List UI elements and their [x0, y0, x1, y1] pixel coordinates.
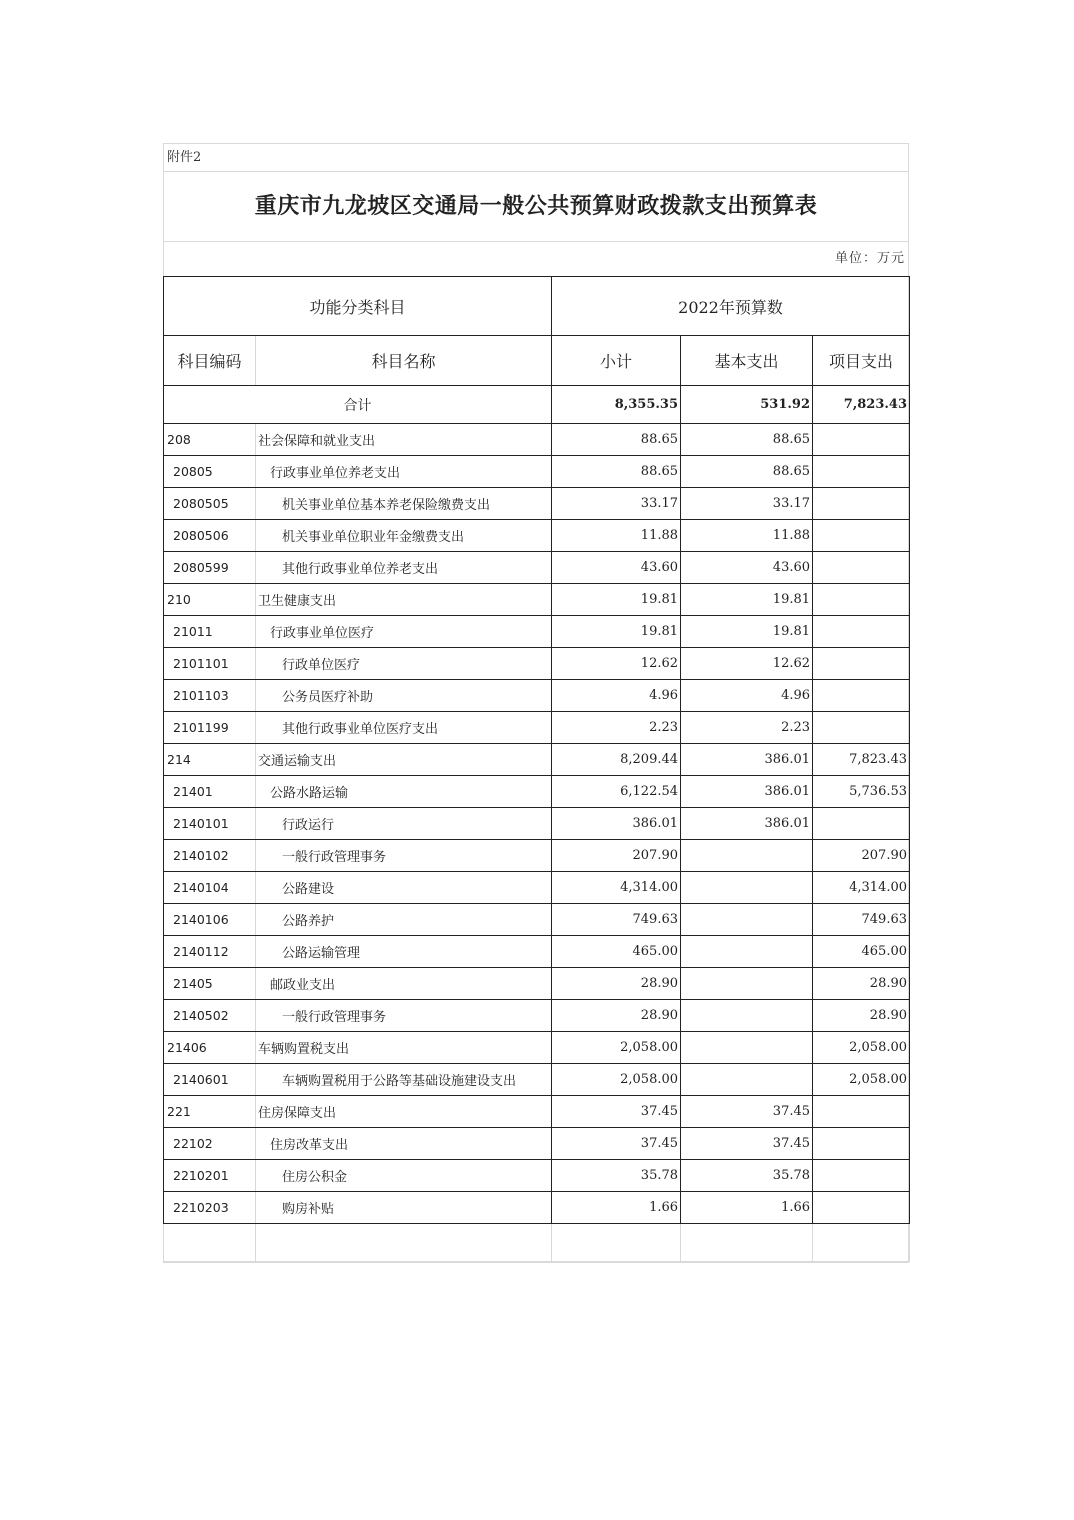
- budget-sheet: [163, 143, 909, 1263]
- row-code: 2140502: [164, 1000, 256, 1032]
- row-basic: 12.62: [681, 648, 813, 680]
- header-code: 科目编码: [164, 336, 256, 386]
- row-code: 2140112: [164, 936, 256, 968]
- row-name: 住房保障支出: [256, 1096, 552, 1128]
- row-project: 7,823.43: [813, 744, 910, 776]
- row-subtotal: 11.88: [552, 520, 681, 552]
- row-basic: 11.88: [681, 520, 813, 552]
- row-code: 2101103: [164, 680, 256, 712]
- row-subtotal: 19.81: [552, 616, 681, 648]
- row-name: 交通运输支出: [256, 744, 552, 776]
- row-name: 行政运行: [256, 808, 552, 840]
- row-project: [813, 584, 910, 616]
- table-row: [164, 616, 910, 648]
- total-row: [164, 386, 910, 424]
- row-subtotal: 43.60: [552, 552, 681, 584]
- table-row: [164, 936, 910, 968]
- row-code: 214: [164, 744, 256, 776]
- row-name: 车辆购置税用于公路等基础设施建设支出: [256, 1064, 552, 1096]
- row-project: [813, 520, 910, 552]
- row-basic: 35.78: [681, 1160, 813, 1192]
- row-code: 21406: [164, 1032, 256, 1064]
- total-basic: 531.92: [681, 386, 813, 424]
- unit-label: 单位：万元: [834, 251, 905, 266]
- row-basic: [681, 936, 813, 968]
- row-subtotal: 33.17: [552, 488, 681, 520]
- attachment-label: 附件2: [164, 144, 908, 172]
- row-code: 2140102: [164, 840, 256, 872]
- row-code: 21405: [164, 968, 256, 1000]
- row-project: 465.00: [813, 936, 910, 968]
- row-code: 2080506: [164, 520, 256, 552]
- row-basic: 37.45: [681, 1096, 813, 1128]
- row-basic: 386.01: [681, 808, 813, 840]
- row-code: 2210201: [164, 1160, 256, 1192]
- row-basic: [681, 904, 813, 936]
- row-code: 210: [164, 584, 256, 616]
- row-basic: 19.81: [681, 584, 813, 616]
- row-subtotal: 88.65: [552, 424, 681, 456]
- row-name: 其他行政事业单位养老支出: [256, 552, 552, 584]
- row-name: 公路建设: [256, 872, 552, 904]
- row-subtotal: 6,122.54: [552, 776, 681, 808]
- row-name: 社会保障和就业支出: [256, 424, 552, 456]
- row-project: [813, 1192, 910, 1224]
- row-project: [813, 456, 910, 488]
- header-budget-year: 2022年预算数: [552, 277, 910, 336]
- table-row: [164, 648, 910, 680]
- row-name: 行政事业单位养老支出: [256, 456, 552, 488]
- row-basic: 2.23: [681, 712, 813, 744]
- row-subtotal: 8,209.44: [552, 744, 681, 776]
- row-project: 207.90: [813, 840, 910, 872]
- table-row: [164, 680, 910, 712]
- table-row: [164, 424, 910, 456]
- table-row: [164, 744, 910, 776]
- row-subtotal: 28.90: [552, 968, 681, 1000]
- row-subtotal: 12.62: [552, 648, 681, 680]
- row-code: 2140104: [164, 872, 256, 904]
- blank-cell: [164, 1224, 256, 1262]
- row-code: 21011: [164, 616, 256, 648]
- row-name: 行政事业单位医疗: [256, 616, 552, 648]
- row-subtotal: 37.45: [552, 1128, 681, 1160]
- row-name: 公务员医疗补助: [256, 680, 552, 712]
- row-subtotal: 1.66: [552, 1192, 681, 1224]
- table-row: [164, 840, 910, 872]
- row-code: 20805: [164, 456, 256, 488]
- table-row: [164, 968, 910, 1000]
- table-row: [164, 1032, 910, 1064]
- row-name: 邮政业支出: [256, 968, 552, 1000]
- row-project: [813, 1160, 910, 1192]
- row-project: 2,058.00: [813, 1064, 910, 1096]
- blank-cell: [813, 1224, 910, 1262]
- row-code: 208: [164, 424, 256, 456]
- row-code: 2140101: [164, 808, 256, 840]
- blank-cell: [256, 1224, 552, 1262]
- row-code: 2140601: [164, 1064, 256, 1096]
- table-row: [164, 488, 910, 520]
- header-name: 科目名称: [256, 336, 552, 386]
- table-row: [164, 520, 910, 552]
- row-name: 公路养护: [256, 904, 552, 936]
- row-basic: 386.01: [681, 744, 813, 776]
- table-row: [164, 1096, 910, 1128]
- row-basic: 88.65: [681, 456, 813, 488]
- header-function-category: 功能分类科目: [164, 277, 552, 336]
- row-basic: 88.65: [681, 424, 813, 456]
- row-code: 2210203: [164, 1192, 256, 1224]
- header-project: 项目支出: [813, 336, 910, 386]
- blank-cell: [552, 1224, 681, 1262]
- row-basic: [681, 1032, 813, 1064]
- row-subtotal: 386.01: [552, 808, 681, 840]
- row-subtotal: 4.96: [552, 680, 681, 712]
- row-project: [813, 648, 910, 680]
- row-code: 2101101: [164, 648, 256, 680]
- row-name: 公路运输管理: [256, 936, 552, 968]
- row-subtotal: 2.23: [552, 712, 681, 744]
- row-basic: [681, 1000, 813, 1032]
- row-project: 28.90: [813, 968, 910, 1000]
- row-basic: [681, 840, 813, 872]
- table-row: [164, 1000, 910, 1032]
- table-row: [164, 872, 910, 904]
- row-name: 机关事业单位基本养老保险缴费支出: [256, 488, 552, 520]
- row-basic: 1.66: [681, 1192, 813, 1224]
- header-basic: 基本支出: [681, 336, 813, 386]
- total-subtotal: 8,355.35: [552, 386, 681, 424]
- table-row: [164, 552, 910, 584]
- table-row: [164, 584, 910, 616]
- row-subtotal: 37.45: [552, 1096, 681, 1128]
- row-basic: [681, 968, 813, 1000]
- row-project: [813, 712, 910, 744]
- row-code: 2080505: [164, 488, 256, 520]
- table-row: [164, 1192, 910, 1224]
- blank-row: [164, 1224, 910, 1262]
- table-row: [164, 776, 910, 808]
- row-basic: 43.60: [681, 552, 813, 584]
- row-subtotal: 4,314.00: [552, 872, 681, 904]
- row-code: 2140106: [164, 904, 256, 936]
- row-subtotal: 207.90: [552, 840, 681, 872]
- row-project: [813, 552, 910, 584]
- row-basic: 37.45: [681, 1128, 813, 1160]
- row-name: 购房补贴: [256, 1192, 552, 1224]
- row-basic: 33.17: [681, 488, 813, 520]
- table-row: [164, 456, 910, 488]
- row-subtotal: 88.65: [552, 456, 681, 488]
- row-code: 221: [164, 1096, 256, 1128]
- row-project: 28.90: [813, 1000, 910, 1032]
- table-row: [164, 904, 910, 936]
- row-project: 749.63: [813, 904, 910, 936]
- row-project: 2,058.00: [813, 1032, 910, 1064]
- row-code: 2080599: [164, 552, 256, 584]
- header-column-row: [164, 336, 910, 386]
- total-project: 7,823.43: [813, 386, 910, 424]
- table-row: [164, 1128, 910, 1160]
- row-name: 卫生健康支出: [256, 584, 552, 616]
- row-subtotal: 2,058.00: [552, 1032, 681, 1064]
- table-row: [164, 1064, 910, 1096]
- row-project: [813, 1096, 910, 1128]
- row-subtotal: 749.63: [552, 904, 681, 936]
- header-group-row: [164, 277, 910, 336]
- row-project: [813, 616, 910, 648]
- row-basic: 19.81: [681, 616, 813, 648]
- row-subtotal: 28.90: [552, 1000, 681, 1032]
- row-project: [813, 488, 910, 520]
- row-project: [813, 1128, 910, 1160]
- row-subtotal: 465.00: [552, 936, 681, 968]
- row-project: [813, 680, 910, 712]
- budget-table: [163, 276, 910, 1262]
- row-project: 5,736.53: [813, 776, 910, 808]
- row-name: 其他行政事业单位医疗支出: [256, 712, 552, 744]
- row-project: [813, 808, 910, 840]
- row-name: 一般行政管理事务: [256, 1000, 552, 1032]
- row-name: 行政单位医疗: [256, 648, 552, 680]
- row-code: 22102: [164, 1128, 256, 1160]
- table-row: [164, 712, 910, 744]
- page-title: 重庆市九龙坡区交通局一般公共预算财政拨款支出预算表: [164, 172, 908, 242]
- row-basic: 386.01: [681, 776, 813, 808]
- row-name: 公路水路运输: [256, 776, 552, 808]
- row-subtotal: 2,058.00: [552, 1064, 681, 1096]
- header-subtotal: 小计: [552, 336, 681, 386]
- row-basic: 4.96: [681, 680, 813, 712]
- row-name: 车辆购置税支出: [256, 1032, 552, 1064]
- row-basic: [681, 1064, 813, 1096]
- row-subtotal: 35.78: [552, 1160, 681, 1192]
- row-name: 一般行政管理事务: [256, 840, 552, 872]
- row-basic: [681, 872, 813, 904]
- blank-cell: [681, 1224, 813, 1262]
- row-name: 住房改革支出: [256, 1128, 552, 1160]
- row-name: 住房公积金: [256, 1160, 552, 1192]
- table-row: [164, 1160, 910, 1192]
- table-row: [164, 808, 910, 840]
- row-code: 21401: [164, 776, 256, 808]
- total-label: 合计: [164, 386, 552, 424]
- row-project: [813, 424, 910, 456]
- row-name: 机关事业单位职业年金缴费支出: [256, 520, 552, 552]
- row-code: 2101199: [164, 712, 256, 744]
- row-subtotal: 19.81: [552, 584, 681, 616]
- row-project: 4,314.00: [813, 872, 910, 904]
